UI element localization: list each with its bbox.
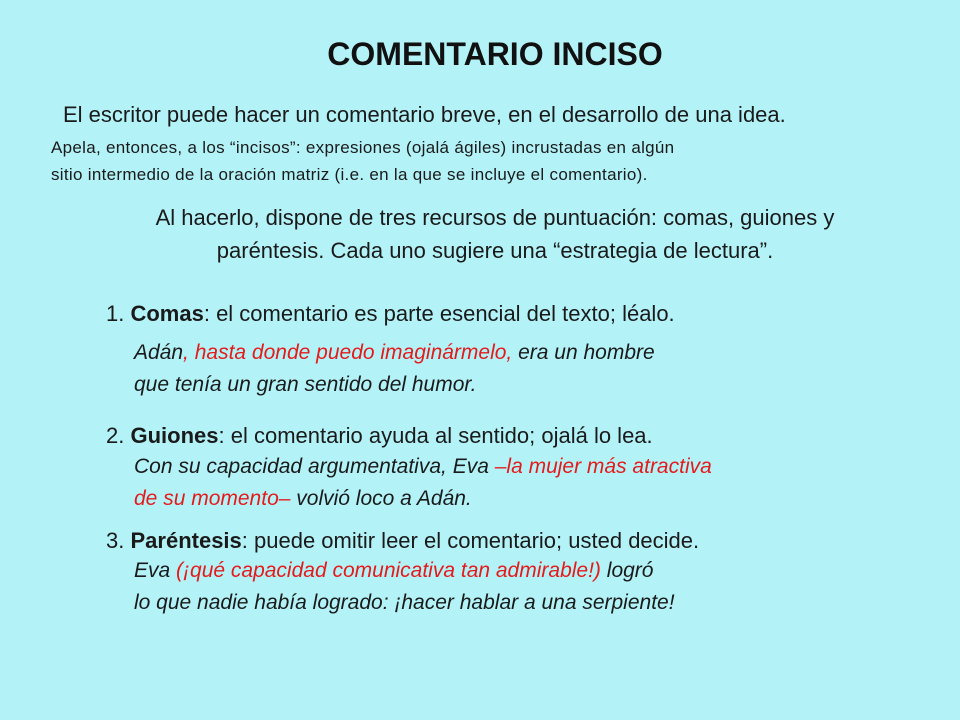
intro-line-1: El escritor puede hacer un comentario breve, en el desarrollo de una idea. [63, 102, 786, 127]
example-inciso: de su momento– [134, 487, 291, 510]
item-number: 3. [106, 528, 125, 553]
example-inciso: , hasta donde puedo imaginármelo, [183, 341, 513, 364]
item-description: : el comentario ayuda al sentido; ojalá lo lea. [218, 423, 653, 448]
item-description: : el comentario es parte esencial del texto; léalo. [203, 301, 675, 326]
intro-line-3: sitio intermedio de la oración matriz (i.e. en la que se incluye el comentario). [51, 165, 648, 184]
resources-paragraph [0, 201, 960, 267]
paragraph-line-1: Al hacerlo, dispone de tres recursos de puntuación: comas, guiones y [155, 205, 835, 230]
example-guiones [134, 451, 712, 515]
example-comas [134, 337, 655, 401]
example-line-2: que tenía un gran sentido del humor. [134, 373, 477, 396]
paragraph-line-2: paréntesis. Cada uno sugiere una “estrategia de lectura”. [216, 238, 774, 263]
item-guiones [106, 423, 653, 449]
item-parentesis [106, 528, 699, 554]
item-term: Paréntesis [130, 528, 242, 553]
item-number: 2. [106, 423, 125, 448]
intro-line-2: Apela, entonces, a los “incisos”: expresiones (ojalá ágiles) incrustadas en algún [51, 138, 675, 157]
example-text: Con su capacidad argumentativa, Eva [134, 455, 495, 478]
item-number: 1. [106, 301, 125, 326]
example-text: Eva [134, 559, 177, 582]
example-line-1 [134, 555, 675, 587]
example-inciso: –la mujer más atractiva [494, 455, 712, 478]
item-term: Comas [130, 301, 204, 326]
intro-block [51, 134, 674, 188]
example-parentesis [134, 555, 675, 619]
item-term: Guiones [130, 423, 219, 448]
example-line-1 [134, 451, 712, 483]
example-text: logró [600, 559, 654, 582]
page-title: COMENTARIO INCISO [327, 36, 663, 72]
example-line-1 [134, 337, 655, 369]
example-line-2 [134, 483, 712, 515]
example-text: volvió loco a Adán. [290, 487, 472, 510]
item-description: : puede omitir leer el comentario; usted decide. [241, 528, 700, 553]
example-text: era un hombre [512, 341, 655, 364]
item-comas [106, 301, 675, 327]
example-text: Adán [134, 341, 184, 364]
example-line-2: lo que nadie había logrado: ¡hacer hablar a una serpiente! [134, 591, 675, 614]
example-inciso: (¡qué capacidad comunicativa tan admirable!) [176, 559, 601, 582]
